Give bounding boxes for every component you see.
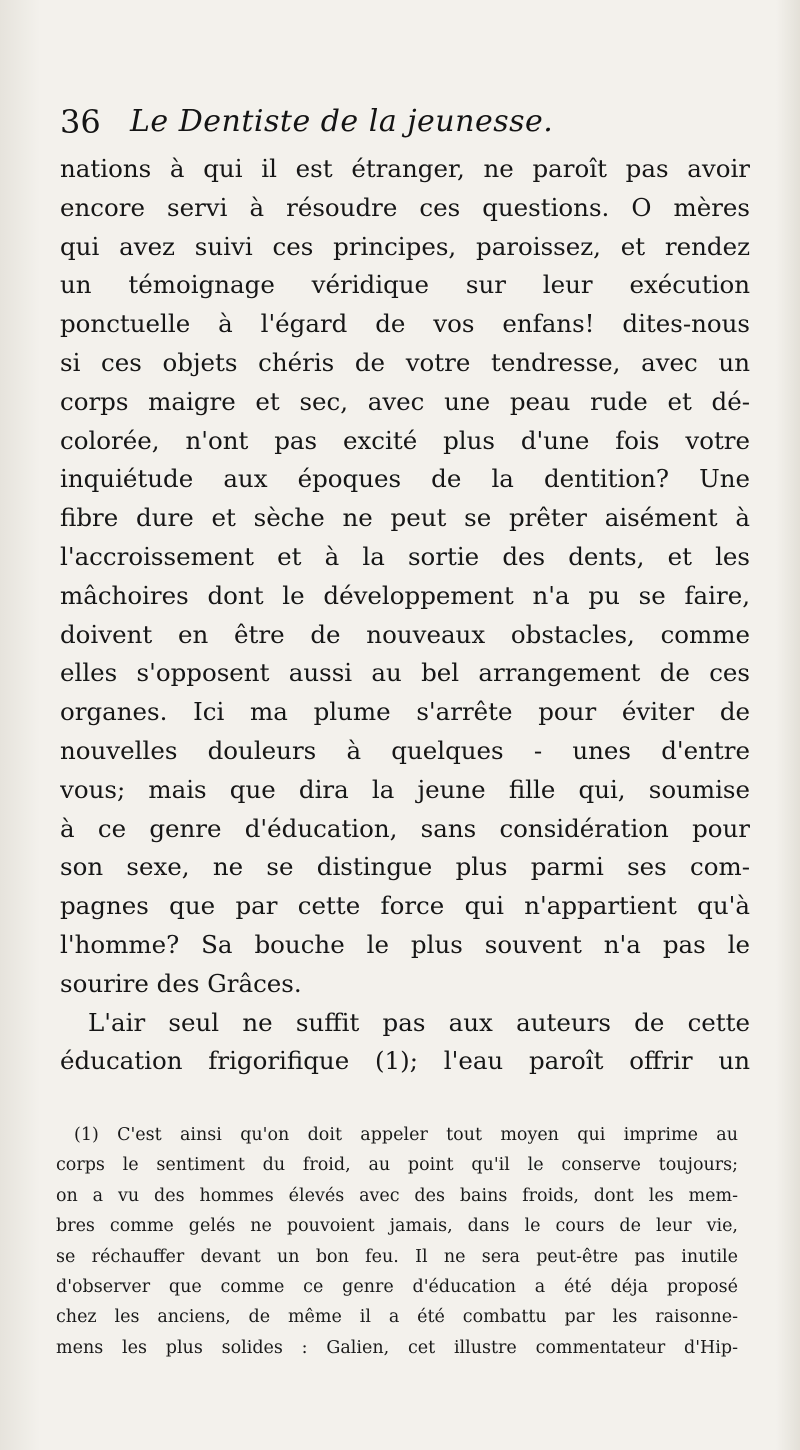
main-text (60, 150, 750, 1081)
running-head (60, 98, 760, 146)
page-number: 36 (60, 103, 101, 141)
text-line: fibre dure et sèche ne peut se prêter aisément à (60, 503, 750, 533)
text-line: à ce genre d'éducation, sans considération pour (60, 813, 750, 843)
footnote-line: mens les plus solides : Galien, cet illustre commentateur d'Hip- (56, 1337, 738, 1358)
text-line: pagnes que par cette force qui n'appartient qu'à (60, 891, 750, 921)
text-line: son sexe, ne se distingue plus parmi ses com- (60, 852, 750, 882)
footnote-line: chez les anciens, de même il a été combattu par les raisonne- (56, 1307, 738, 1328)
footnote (56, 1120, 738, 1363)
text-line: un témoignage véridique sur leur exécution (60, 270, 750, 300)
text-line: doivent en être de nouveaux obstacles, comme (60, 619, 750, 649)
text-line: encore servi à résoudre ces questions. O mères (60, 192, 750, 222)
paragraph-last-line: sourire des Grâces. (60, 968, 302, 998)
footnote-line: bres comme gelés ne pouvoient jamais, dans le cours de leur vie, (56, 1216, 738, 1237)
text-line: mâchoires dont le développement n'a pu se faire, (60, 580, 750, 610)
text-line: nations à qui il est étranger, ne paroît pas avoir (60, 154, 750, 183)
footnote-line: on a vu des hommes élevés avec des bains froids, dont les mem- (56, 1185, 738, 1206)
text-line: vous; mais que dira la jeune fille qui, soumise (60, 774, 750, 804)
text-line: organes. Ici ma plume s'arrête pour éviter de (60, 697, 750, 727)
text-line: éducation frigorifique (1); l'eau paroît offrir un (60, 1046, 750, 1076)
footnote-line: (1) C'est ainsi qu'on doit appeler tout moyen qui imprime au (74, 1125, 738, 1145)
running-title: Le Dentiste de la jeunesse. (130, 104, 554, 139)
text-line: inquiétude aux époques de la dentition? Une (60, 464, 750, 494)
paragraph-first-line: L'air seul ne suffit pas aux auteurs de cette (88, 1007, 750, 1037)
text-line: ponctuelle à l'égard de vos enfans! dites-nous (60, 309, 750, 339)
text-line: qui avez suivi ces principes, paroissez, et rendez (60, 231, 750, 261)
footnote-line: corps le sentiment du froid, au point qu'il le conserve toujours; (56, 1155, 738, 1176)
text-line: colorée, n'ont pas excité plus d'une fois votre (60, 425, 750, 455)
text-line: si ces objets chéris de votre tendresse, avec un (60, 347, 750, 377)
footnote-line: se réchauffer devant un bon feu. Il ne sera peut-être pas inutile (56, 1246, 738, 1267)
text-line: corps maigre et sec, avec une peau rude et dé- (60, 386, 750, 416)
text-line: elles s'opposent aussi au bel arrangement de ces (60, 658, 750, 688)
text-line: l'homme? Sa bouche le plus souvent n'a pas le (60, 929, 750, 959)
text-line: nouvelles douleurs à quelques - unes d'entre (60, 735, 750, 765)
footnote-line: d'observer que comme ce genre d'éducation a été déja proposé (56, 1276, 738, 1297)
text-line: l'accroissement et à la sortie des dents, et les (60, 541, 750, 571)
